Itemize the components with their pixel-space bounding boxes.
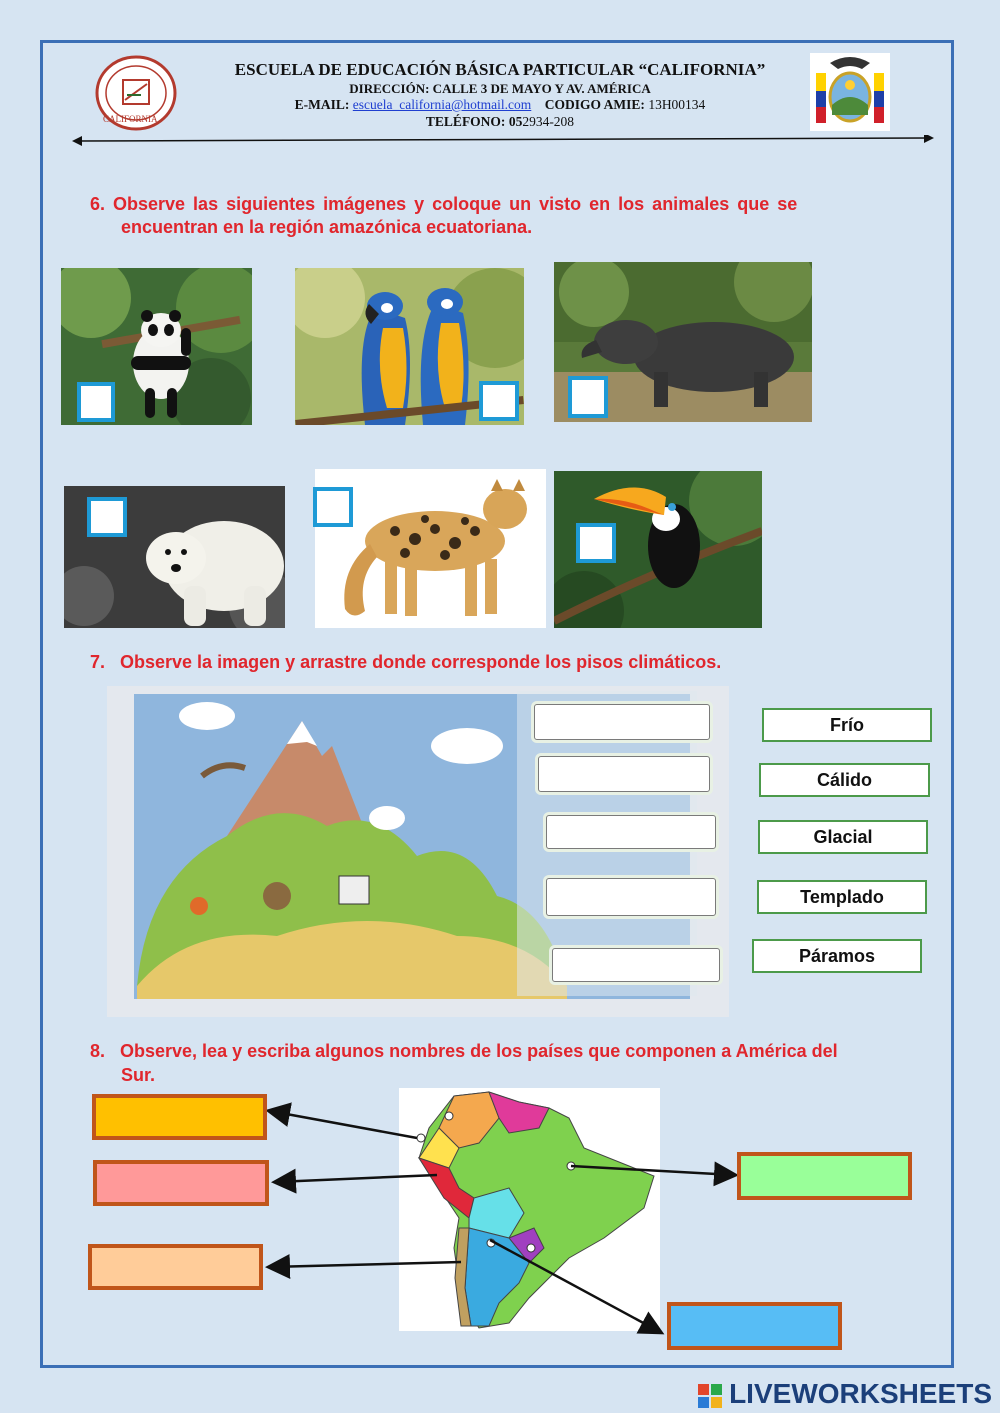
tile-calido[interactable]: Cálido [759, 763, 930, 797]
tile-templado[interactable]: Templado [757, 880, 927, 914]
phone-number: 2934-208 [522, 114, 575, 129]
phone-prefix: 05 [508, 114, 523, 129]
tile-paramos[interactable]: Páramos [752, 939, 922, 973]
answer-box-green[interactable] [737, 1152, 912, 1200]
email-link[interactable]: escuela_california@hotmail.com [352, 97, 532, 112]
question-8-title-cont: Sur. [121, 1065, 156, 1085]
question-6-title-cont: encuentran en la región amazónica ecuatoriana. [121, 217, 533, 237]
answer-input-peach[interactable] [92, 1248, 259, 1286]
school-name: ESCUELA DE EDUCACIÓN BÁSICA PARTICULAR “CALIFORNIA” [234, 60, 766, 79]
answer-input-green[interactable] [741, 1156, 908, 1196]
answer-box-blue[interactable] [667, 1302, 842, 1350]
amie-label: CODIGO AMIE: [544, 97, 645, 112]
liveworksheets-brand: LIVEWORKSHEETS [729, 1378, 992, 1409]
tile-glacial[interactable]: Glacial [758, 820, 928, 854]
answer-box-pink[interactable] [93, 1160, 269, 1206]
question-7-title: 7. Observe la imagen y arrastre donde corresponde los pisos climáticos. [90, 652, 722, 672]
answer-box-peach[interactable] [88, 1244, 263, 1290]
amie-code: 13H00134 [648, 97, 706, 112]
email-label: E-MAIL: [294, 97, 350, 112]
answer-input-yellow[interactable] [96, 1098, 263, 1136]
question-8-title: 8. Observe, lea y escriba algunos nombres de los países que componen a América del [90, 1041, 838, 1061]
phone-label: TELÉFONO: [425, 114, 506, 129]
answer-box-yellow[interactable] [92, 1094, 267, 1140]
liveworksheets-logo-icon [698, 1384, 722, 1408]
school-address: DIRECCIÓN: CALLE 3 DE MAYO Y AV. AMÉRICA [349, 81, 651, 96]
answer-input-pink[interactable] [97, 1164, 265, 1202]
tile-frio[interactable]: Frío [762, 708, 932, 742]
question-6-title: 6. Observe las siguientes imágenes y coloque un visto en los animales que se [90, 194, 798, 214]
answer-input-blue[interactable] [671, 1306, 838, 1346]
seal-text: CALIFORNIA [103, 114, 158, 124]
